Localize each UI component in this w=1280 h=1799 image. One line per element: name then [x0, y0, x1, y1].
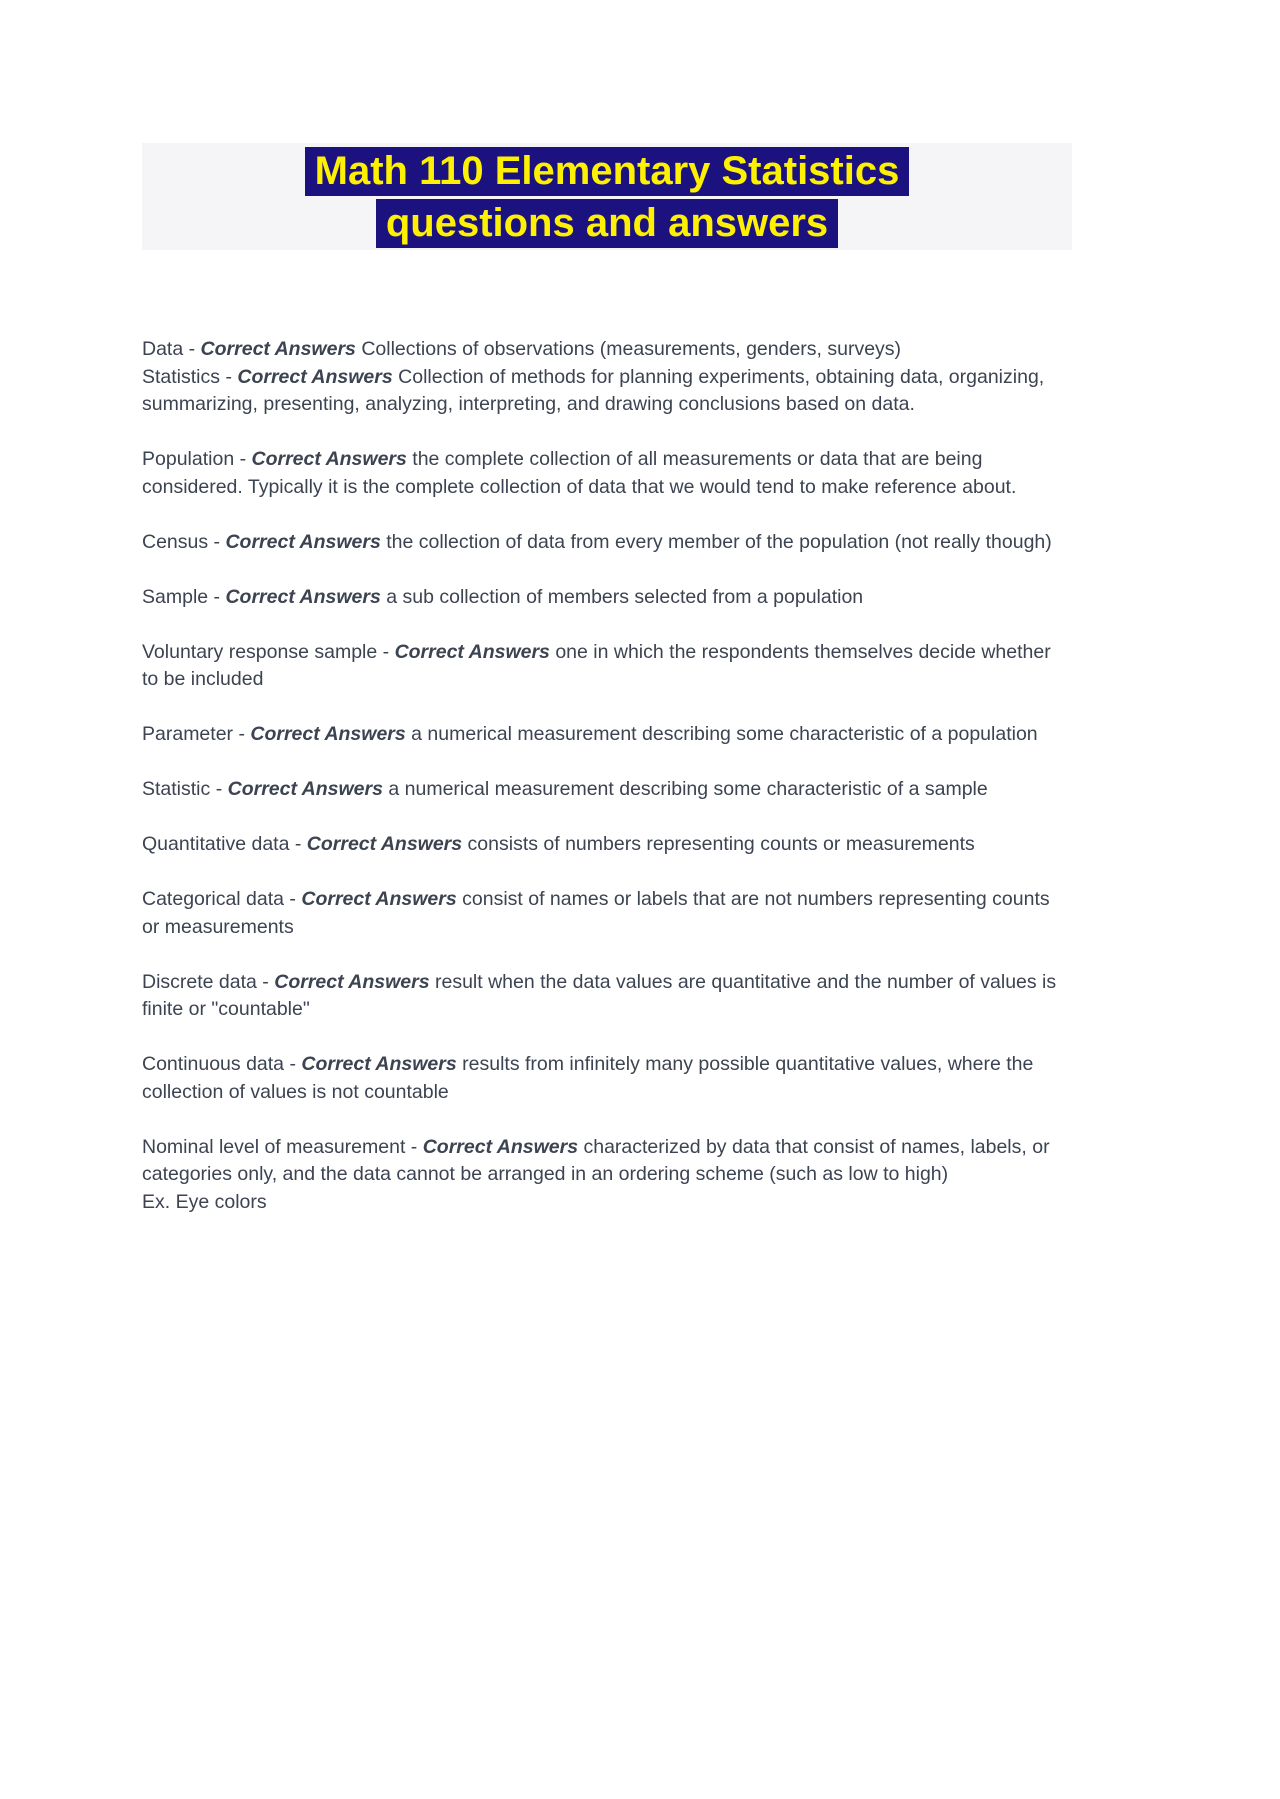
- qa-entry: Discrete data - Correct Answers result when the data values are quantitative and the number of values is finite or "countable": [142, 970, 1057, 1020]
- correct-answers-marker: Correct Answers: [394, 640, 550, 663]
- correct-answers-marker: Correct Answers: [200, 338, 356, 360]
- qa-answer: results from infinitely many possible quantitative values, where the collection of values is not countable: [142, 1053, 1034, 1103]
- qa-entry: Nominal level of measurement - Correct Answers characterized by data that consist of names, labels, or categories only, and the data cannot be arranged in an ordering scheme (such as low to high): [142, 1135, 1050, 1185]
- title-band: [142, 143, 1072, 250]
- qa-entry: Categorical data - Correct Answers consist of names or labels that are not numbers representing counts or measurements: [142, 888, 1050, 938]
- qa-answer: one in which the respondents themselves decide whether to be included: [142, 640, 1051, 690]
- correct-answers-marker: Correct Answers: [225, 530, 381, 553]
- qa-answer: a numerical measurement describing some characteristic of a population: [411, 723, 1038, 745]
- correct-answers-marker: Correct Answers: [250, 723, 406, 745]
- qa-paragraph: [142, 639, 1072, 694]
- qa-list: [142, 336, 1072, 1216]
- qa-answer: consist of names or labels that are not numbers representing counts or measurements: [142, 888, 1050, 938]
- qa-term: Nominal level of measurement: [142, 1135, 406, 1158]
- qa-answer: the complete collection of all measurements or data that are being considered. Typically it is the complete collection of data that we would tend to make reference about.: [142, 448, 1017, 498]
- correct-answers-marker: Correct Answers: [237, 365, 393, 388]
- document-page: [0, 143, 1280, 1799]
- qa-paragraph: [142, 529, 1072, 557]
- qa-paragraph: [142, 776, 1072, 804]
- qa-answer: result when the data values are quantitative and the number of values is finite or "countable": [142, 970, 1057, 1020]
- qa-paragraph: [142, 1134, 1072, 1217]
- qa-paragraph: [142, 336, 1072, 419]
- correct-answers-marker: Correct Answers: [251, 448, 407, 470]
- qa-entry: Data - Correct Answers Collections of observations (measurements, genders, surveys): [142, 338, 902, 360]
- qa-term: Discrete data: [142, 970, 257, 993]
- qa-entry: Parameter - Correct Answers a numerical measurement describing some characteristic of a population: [142, 723, 1038, 745]
- qa-answer: Collection of methods for planning experiments, obtaining data, organizing, summarizing, presenting, analyzing, interpreting, and drawing conclusions based on data.: [142, 365, 1045, 415]
- correct-answers-marker: Correct Answers: [306, 833, 463, 855]
- qa-answer: a numerical measurement describing some characteristic of a sample: [388, 778, 988, 800]
- qa-term: Voluntary response sample: [142, 640, 378, 663]
- qa-term: Statistic: [142, 778, 211, 800]
- qa-term: Census: [142, 530, 209, 553]
- qa-paragraph: [142, 584, 1072, 612]
- qa-term: Parameter: [142, 723, 234, 745]
- qa-entry: Quantitative data - Correct Answers consists of numbers representing counts or measurements: [142, 833, 975, 855]
- qa-paragraph: [142, 1051, 1072, 1106]
- title-line: [142, 145, 1072, 197]
- qa-entry: Statistics - Correct Answers Collection of methods for planning experiments, obtaining data, organizing, summarizing, presenting, analyzing, interpreting, and drawing conclusions based on data.: [142, 365, 1045, 415]
- qa-entry: Sample - Correct Answers a sub collection of members selected from a population: [142, 585, 864, 608]
- qa-entry: Population - Correct Answers the complete collection of all measurements or data that are being considered. Typically it is the complete collection of data that we would tend to make reference about.: [142, 448, 1017, 498]
- document-title: [142, 145, 1072, 249]
- qa-answer: characterized by data that consist of names, labels, or categories only, and the data cannot be arranged in an ordering scheme (such as low to high): [142, 1135, 1050, 1185]
- qa-answer: Collections of observations (measurements, genders, surveys): [361, 338, 902, 360]
- correct-answers-marker: Correct Answers: [301, 888, 457, 910]
- title-highlight: Math 110 Elementary Statistics: [305, 147, 910, 196]
- title-highlight: questions and answers: [376, 199, 838, 248]
- qa-paragraph: [142, 886, 1072, 941]
- qa-paragraph: [142, 446, 1072, 501]
- qa-entry: Statistic - Correct Answers a numerical measurement describing some characteristic of a sample: [142, 778, 988, 800]
- qa-entry: Voluntary response sample - Correct Answers one in which the respondents themselves decide whether to be included: [142, 640, 1051, 690]
- qa-term: Quantitative data: [142, 833, 290, 855]
- qa-paragraph: [142, 969, 1072, 1024]
- correct-answers-marker: Correct Answers: [225, 585, 381, 608]
- title-line: [142, 197, 1072, 249]
- qa-answer: a sub collection of members selected from a population: [386, 585, 864, 608]
- qa-term: Data: [142, 338, 184, 360]
- qa-term: Categorical data: [142, 888, 285, 910]
- qa-paragraph: [142, 721, 1072, 749]
- qa-extra-line: Ex. Eye colors: [142, 1190, 267, 1213]
- qa-entry: Census - Correct Answers the collection of data from every member of the population (not really though): [142, 530, 1052, 553]
- qa-answer: the collection of data from every member of the population (not really though): [386, 530, 1052, 553]
- qa-term: Population: [142, 448, 235, 470]
- qa-paragraph: [142, 831, 1072, 859]
- correct-answers-marker: Correct Answers: [227, 778, 383, 800]
- qa-term: Sample: [142, 585, 209, 608]
- qa-term: Statistics: [142, 365, 221, 388]
- qa-entry: Continuous data - Correct Answers results from infinitely many possible quantitative values, where the collection of values is not countable: [142, 1053, 1034, 1103]
- correct-answers-marker: Correct Answers: [422, 1135, 579, 1158]
- content-column: [142, 143, 1072, 1216]
- correct-answers-marker: Correct Answers: [274, 970, 430, 993]
- qa-term: Continuous data: [142, 1053, 285, 1075]
- correct-answers-marker: Correct Answers: [301, 1053, 457, 1075]
- qa-answer: consists of numbers representing counts or measurements: [467, 833, 975, 855]
